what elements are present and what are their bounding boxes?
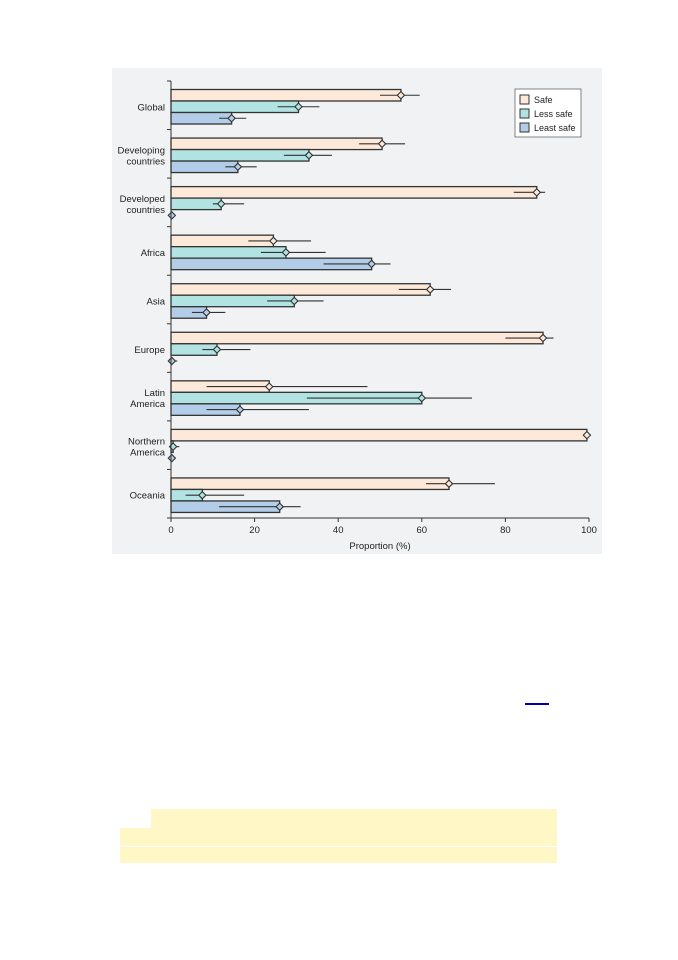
bar-safe: [171, 284, 430, 296]
highlighted-text-line: [151, 809, 557, 828]
bar-safe: [171, 187, 537, 199]
category-label: Oceania: [129, 490, 165, 502]
x-tick-label: 80: [500, 525, 511, 536]
x-tick-label: 40: [332, 525, 344, 536]
x-tick-label: 60: [416, 525, 428, 536]
category-label: Developed countries: [119, 193, 165, 216]
chart-panel: [112, 68, 602, 554]
value-marker: [168, 212, 175, 219]
category-label: Northern America: [128, 436, 165, 459]
proportion-bar-chart: [112, 68, 602, 554]
x-tick-label: 100: [581, 525, 597, 536]
legend-label: Safe: [534, 95, 553, 105]
bar-safe: [171, 90, 401, 102]
category-label: Latin America: [130, 388, 165, 411]
legend-swatch: [520, 95, 529, 104]
bar-safe: [171, 429, 587, 441]
value-marker: [168, 455, 175, 462]
bar-safe: [171, 138, 382, 150]
category-label: Asia: [146, 296, 165, 308]
category-label: Global: [137, 102, 165, 114]
legend-label: Least safe: [534, 123, 576, 133]
highlighted-text-line: [120, 847, 557, 863]
x-axis-label: Proportion (%): [349, 541, 411, 552]
highlighted-text-line: [120, 828, 557, 846]
legend-swatch: [520, 109, 529, 118]
bar-safe: [171, 332, 543, 344]
category-label: Africa: [140, 247, 165, 259]
value-marker: [168, 357, 175, 364]
legend-swatch: [520, 123, 529, 132]
underlined-link[interactable]: [525, 703, 549, 705]
category-label: Developing countries: [117, 145, 165, 168]
legend-label: Less safe: [534, 109, 573, 119]
bar-safe: [171, 478, 449, 490]
x-tick-label: 0: [168, 525, 174, 536]
x-tick-label: 20: [249, 525, 260, 536]
category-label: Europe: [134, 345, 165, 357]
